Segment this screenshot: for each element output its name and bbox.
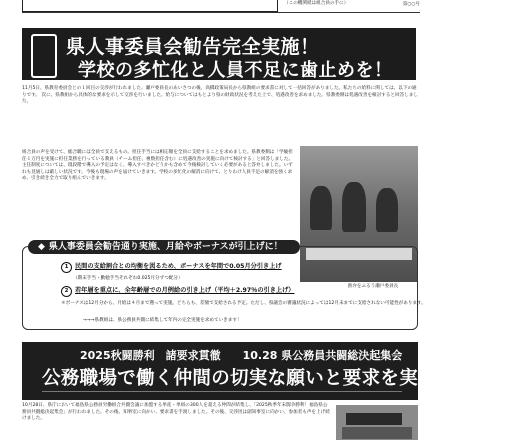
item-text: 民間の支給割合との均衡を図るため、ボーナスを年間で0.05月分引き上げ: [75, 263, 282, 270]
summary-arrow-note: →→→県教組は、県公務員共闘に結集して年内の完全実施を求めていきます！: [83, 318, 242, 323]
summary-item-1: [61, 261, 282, 273]
lead-text-2: 次に、県教組から具体的な要求を示して交渉を行いました。給与についてはもとより県の財政状況を考えた上で、処遇改善を求めました。県教委側は処遇改善を検討すると回答しました。: [22, 92, 418, 105]
summary-item-1-sub: （期末手当・勤勉手当それぞれ0.025月分ずつ配分）: [73, 276, 183, 281]
rally-article: 10月28日、県庁において福島県公務員労働組合共闘会議に加盟する単産・単組の300人を超える仲間が結集し、「2025秋季年末闘争勝利！福島県公務員共闘総決起集会」が行われました。その後、知事室に向かい、要求書を手渡しました。その後、交渉団は副知事室に向かい、参加者も声を上げ続けました。: [22, 403, 330, 422]
headline-line2: 学校の多忙化と人員不足に歯止めを！: [78, 60, 393, 81]
divider: [42, 391, 402, 392]
summary-item-2: [61, 285, 294, 297]
issue-number: 第○○号: [402, 2, 420, 7]
summary-box: [22, 246, 426, 330]
rally-title: 公務職場で働く仲間の切実な願いと要求を実現しよう！: [42, 368, 512, 389]
diamond-icon: ◆: [38, 242, 45, 252]
summary-title-text: 県人事委員会勧告通り実施、月給やボーナスが引上げに！: [48, 242, 283, 252]
rally-photo: [336, 405, 418, 440]
article-column: 組合員の声を受けて、総合職には全員で支えるもの。担任手当には相応額を全員に支給することを求めました。県教委側は「学級担任１万円を実施に担任業務を行っている教員（チーム担任、複数担任含む）に処遇改善の実施に向けて検討する」と回答しました。主任制度については、現段階で導入の予定はなく、導入すべきかどうかも含めて今後検討していく必要があると答弁しました。いずれも見通しは厳しい状況です。今後も現場の声を届けていきます。学校の多忙化の解消に向けて、とりわけ人員不足の解消を強く求め、引き続き全力で取り組んでいきます。: [22, 150, 294, 182]
photo-caption: 熱弁をふるう瀬戸委員長: [347, 284, 399, 289]
item-text: 若年層を重点に、全年齢層での月例給の引き上げ（平均＋2.97％の引き上げ）: [75, 287, 295, 294]
item-number: 1: [61, 262, 72, 273]
summary-title: [28, 240, 300, 254]
item-number: 2: [61, 286, 72, 297]
masthead-note: （この機関紙は組合員の手に）: [284, 1, 349, 6]
union-logo-icon: [31, 34, 57, 78]
masthead-strip: [22, 0, 420, 13]
summary-note: ＊ボーナスは12月分から、月給は４月まで遡って実施。どちらも、差額で支給される予定。ただし、県議会の審議状況によっては12月末までに支給されない可能性があります。: [61, 301, 426, 306]
headline-line1: 県人事委員会勧告完全実施！: [66, 36, 320, 58]
rally-banner: [22, 342, 512, 400]
article-lead: [22, 86, 418, 106]
rally-subtitle: 2025秋闘勝利 諸要求貫徹 10.28 県公務員共闘総決起集会: [80, 349, 403, 362]
lead-text: 11月5日、県教育委員会との１回目の交渉が行われました。瀬戸委員長のあいさつの後、高橋政策局長から県教組の要求書に対して一括回答がありました。私たちの給料に関しては、以下の通りです。: [22, 86, 417, 98]
headline-banner: [22, 28, 416, 80]
masthead-box: [22, 0, 278, 12]
